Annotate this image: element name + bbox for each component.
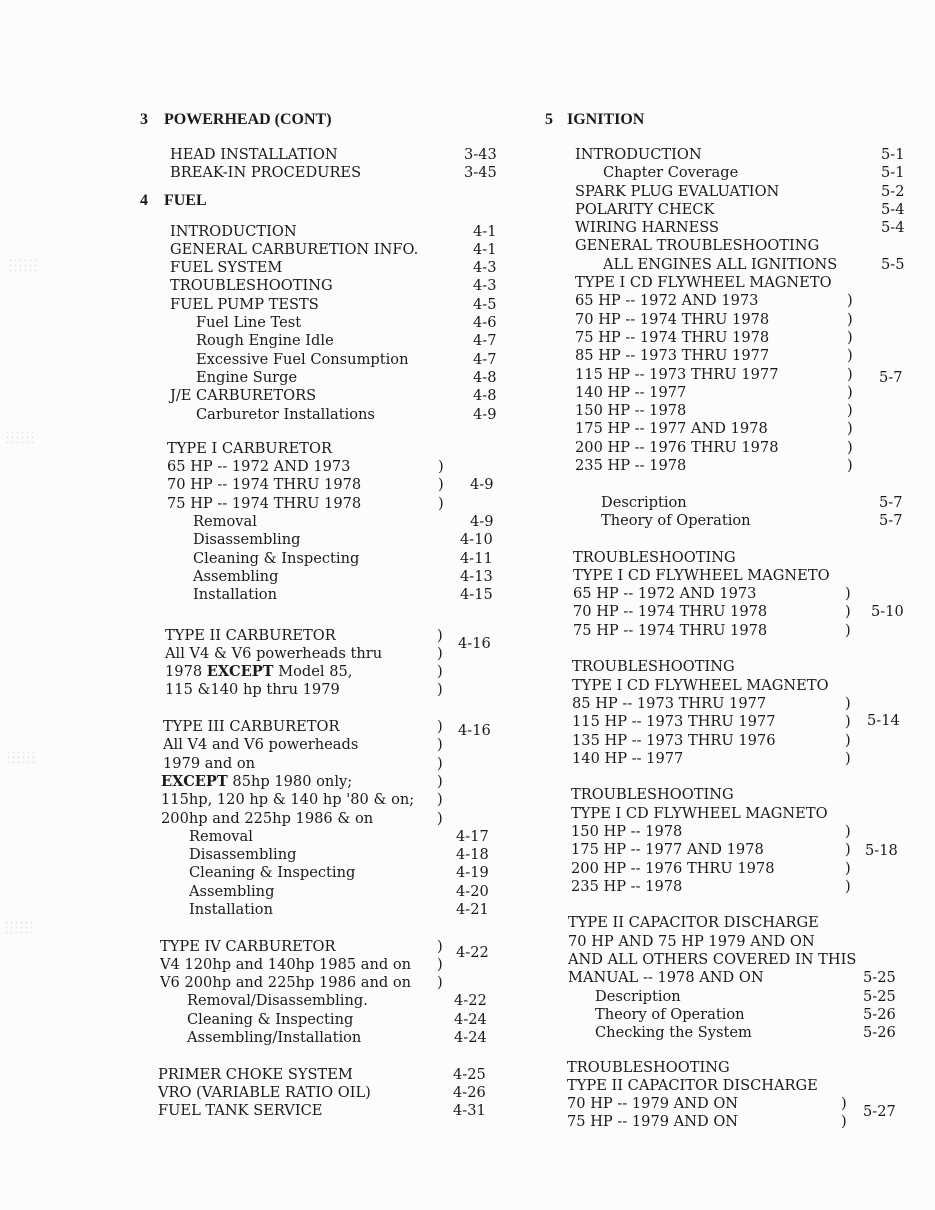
group-page: 4-16: [458, 634, 491, 652]
group-page: 5-10: [871, 603, 904, 621]
group-page: 5-14: [867, 712, 900, 730]
troubleshooting-group-3: TROUBLESHOOTING TYPE I CD FLYWHEEL MAGNETO 150 HP -- 1978 ) 175 HP -- 1977 AND 1978 ) 200 HP -- 1976 THRU 1978 ) 235 HP -- 1978 ) 5-18: [571, 786, 898, 895]
toc-subentry: Assembling 4-13: [193, 567, 493, 585]
model-line: 150 HP -- 1978: [571, 822, 683, 840]
toc-subentry: Theory of Operation 5-7: [601, 511, 903, 529]
toc-entry: GENERAL TROUBLESHOOTING: [575, 237, 820, 255]
model-line: 115 HP -- 1973 THRU 1977: [572, 713, 776, 731]
scan-noise: [4, 920, 34, 934]
toc-entry: TROUBLESHOOTING 4-3: [170, 277, 497, 295]
model-line: 85 HP -- 1973 THRU 1977: [575, 347, 770, 365]
toc-entry: FUEL SYSTEM 4-3: [170, 259, 497, 277]
model-line: 175 HP -- 1977 AND 1978: [575, 420, 768, 438]
troubleshooting-group-2: TROUBLESHOOTING TYPE I CD FLYWHEEL MAGNETO 85 HP -- 1973 THRU 1977 ) 115 HP -- 1973 THRU 1977 ) 135 HP -- 1973 THRU 1976 ) 140 HP -- 1977 ) 5-14: [572, 658, 900, 767]
model-line: 75 HP -- 1974 THRU 1978: [575, 328, 770, 346]
section-title: FUEL: [164, 191, 207, 209]
model-line: 85 HP -- 1973 THRU 1977: [572, 694, 767, 712]
section-number: 4: [140, 191, 148, 209]
toc-subentry: Disassembling 4-10: [193, 531, 493, 549]
model-line: 65 HP -- 1972 AND 1973: [573, 585, 757, 603]
type3-carburetor-group: TYPE III CARBURETOR ) All V4 and V6 powerheads ) 1979 and on ) EXCEPT 85hp 1980 only; ) 115hp, 120 hp & 140 hp '80 & on; ) 200hp and 225hp 1986 & on ) 4-16 Removal 4-17 Disassembling 4-18 Cleaning & Inspecting 4-19 Assembling 4-20 Installation 4-21: [140, 718, 520, 919]
toc-entry: WIRING HARNESS 5-4: [575, 219, 905, 237]
group-page: 5-18: [865, 842, 898, 860]
toc-subentry: Cleaning & Inspecting 4-11: [193, 549, 493, 567]
model-line: 75 HP -- 1979 AND ON: [567, 1113, 739, 1131]
model-line: 140 HP -- 1977: [572, 749, 684, 767]
section-number: 5: [545, 111, 553, 128]
section-number: 3: [140, 111, 148, 128]
toc-entry: FUEL PUMP TESTS 4-5: [170, 295, 497, 313]
group-heading: TYPE II CARBURETOR: [165, 626, 336, 644]
group-page: 4-9: [470, 476, 494, 494]
group-page: 5-27: [863, 1102, 896, 1120]
group-page: 4-22: [456, 943, 489, 961]
toc-subentry: Excessive Fuel Consumption 4-7: [196, 350, 497, 368]
group-heading: TROUBLESHOOTING: [573, 548, 736, 566]
toc-subentry: Carburetor Installations 4-9: [196, 405, 497, 423]
toc-entry: MANUAL -- 1978 AND ON 5-25: [568, 969, 896, 987]
type4-carburetor-group: TYPE IV CARBURETOR ) V4 120hp and 140hp 1985 and on ) V6 200hp and 225hp 1986 and on ) 4-22 Removal/Disassembling. 4-22 Cleaning & Inspecting 4-24 Assembling/Installation 4-24: [140, 938, 520, 1048]
toc-subentry: Cleaning & Inspecting 4-19: [189, 864, 489, 882]
toc-entry: PRIMER CHOKE SYSTEM 4-25: [158, 1065, 486, 1083]
model-line: 235 HP -- 1978: [571, 877, 683, 895]
group-page: 5-7: [879, 369, 903, 387]
scan-noise: [8, 258, 38, 272]
group-heading: TROUBLESHOOTING: [572, 658, 735, 676]
group-heading: TROUBLESHOOTING: [571, 786, 734, 804]
model-line: 70 HP -- 1974 THRU 1978: [573, 603, 768, 621]
toc-subentry: Installation 4-15: [193, 586, 493, 604]
group-heading: TROUBLESHOOTING: [567, 1058, 730, 1076]
toc-subentry: Cleaning & Inspecting 4-24: [187, 1010, 487, 1028]
section-title: POWERHEAD (CONT): [164, 111, 332, 128]
toc-subentry: Rough Engine Idle 4-7: [196, 332, 497, 350]
toc-subentry: Description 5-7: [601, 493, 903, 511]
group-heading: TYPE IV CARBURETOR: [160, 937, 336, 955]
toc-entry: INTRODUCTION 4-1: [170, 222, 497, 240]
type1-cd-magneto-group: TYPE I CD FLYWHEEL MAGNETO 65 HP -- 1972 AND 1973 ) 70 HP -- 1974 THRU 1978 ) 75 HP -- 1974 THRU 1978 ) 85 HP -- 1973 THRU 1977 ) 115 HP -- 1973 THRU 1977 ) 140 HP -- 1977 ) 150 HP -- 1978 ) 175 HP -- 1977 AND 1978 ) 200 HP -- 1976 THRU 1978 ) 235 HP -- 1978 ) 5-7 Description 5-7 Theory of Operation 5-7: [545, 274, 935, 530]
toc-subentry: Assembling 4-20: [189, 882, 489, 900]
model-line: 65 HP -- 1972 AND 1973: [167, 458, 351, 476]
toc-subentry: Theory of Operation 5-26: [595, 1005, 896, 1023]
section-5-heading: [545, 108, 935, 132]
model-line: 200 HP -- 1976 THRU 1978: [575, 438, 779, 456]
model-line: 75 HP -- 1974 THRU 1978: [573, 621, 768, 639]
model-line: 175 HP -- 1977 AND 1978: [571, 841, 764, 859]
toc-subentry: Assembling/Installation 4-24: [187, 1029, 487, 1047]
section-title: IGNITION: [567, 111, 645, 128]
group-heading: TYPE I CARBURETOR: [167, 439, 332, 457]
model-line: 140 HP -- 1977: [575, 383, 687, 401]
toc-entry: VRO (VARIABLE RATIO OIL) 4-26: [158, 1083, 486, 1101]
toc-entry: FUEL TANK SERVICE 4-31: [158, 1102, 486, 1120]
scan-noise: [5, 430, 35, 444]
toc-entry: SPARK PLUG EVALUATION 5-2: [575, 182, 905, 200]
model-line: 135 HP -- 1973 THRU 1976: [572, 731, 776, 749]
toc-subentry: Fuel Line Test 4-6: [196, 314, 497, 332]
model-line: 70 HP -- 1979 AND ON: [567, 1095, 739, 1113]
toc-entry: GENERAL CARBURETION INFO. 4-1: [170, 240, 497, 258]
toc-entry: HEAD INSTALLATION 3-43: [170, 146, 497, 163]
model-line: 150 HP -- 1978: [575, 402, 687, 420]
scan-noise: [6, 750, 36, 764]
toc-entry: INTRODUCTION 5-1: [575, 146, 905, 163]
section-3-heading: [140, 108, 520, 132]
toc-entry: POLARITY CHECK 5-4: [575, 200, 905, 218]
model-line: 70 HP -- 1974 THRU 1978: [575, 310, 770, 328]
toc-entry: J/E CARBURETORS 4-8: [170, 387, 497, 405]
model-line: 75 HP -- 1974 THRU 1978: [167, 494, 362, 512]
model-line: 235 HP -- 1978: [575, 457, 687, 475]
toc-subentry: Engine Surge 4-8: [196, 368, 497, 386]
left-column: [140, 108, 520, 1121]
model-line: 70 HP -- 1974 THRU 1978: [167, 476, 362, 494]
type2-capacitor-discharge-group: TYPE II CAPACITOR DISCHARGE 70 HP AND 75 HP 1979 AND ON AND ALL OTHERS COVERED IN THIS MANUAL -- 1978 AND ON 5-25 Description 5-25 Theory of Operation 5-26 Checking the System 5-26: [545, 914, 935, 1042]
group-heading: TYPE I CD FLYWHEEL MAGNETO: [575, 274, 832, 292]
model-line: 65 HP -- 1972 AND 1973: [575, 292, 759, 310]
toc-subentry: Description 5-25: [595, 987, 896, 1005]
type2-carburetor-group: TYPE II CARBURETOR ) All V4 & V6 powerheads thru ) 1978 EXCEPT Model 85, ) 115 &140 hp thru 1979 ) 4-16: [165, 626, 491, 699]
group-heading: TYPE II CAPACITOR DISCHARGE: [568, 914, 819, 932]
troubleshooting-group-4: TROUBLESHOOTING TYPE II CAPACITOR DISCHARGE 70 HP -- 1979 AND ON ) 75 HP -- 1979 AND ON ) 5-27: [567, 1058, 896, 1131]
right-column: [545, 108, 935, 1132]
toc-subentry: Removal 4-9: [193, 513, 494, 531]
troubleshooting-group-1: TROUBLESHOOTING TYPE I CD FLYWHEEL MAGNETO 65 HP -- 1972 AND 1973 ) 70 HP -- 1974 THRU 1978 ) 5-10 75 HP -- 1974 THRU 1978 ): [573, 548, 904, 639]
toc-subentry: Removal/Disassembling. 4-22: [187, 992, 487, 1010]
section-4-heading: [140, 189, 520, 213]
group-heading: TYPE III CARBURETOR: [163, 718, 340, 736]
group-page: 4-16: [458, 722, 491, 740]
type1-carburetor-group: TYPE I CARBURETOR 65 HP -- 1972 AND 1973 ) 70 HP -- 1974 THRU 1978 ) 4-9 75 HP -- 1974 THRU 1978 ) Removal 4-9 Disassembling 4-10 Cleaning & Inspecting 4-11 Assembling 4-13 Installation 4-15: [140, 440, 520, 605]
toc-subentry: ALL ENGINES ALL IGNITIONS 5-5: [603, 255, 905, 273]
model-line: 115 HP -- 1973 THRU 1977: [575, 365, 779, 383]
toc-subentry: Chapter Coverage 5-1: [603, 164, 905, 182]
toc-entry: BREAK-IN PROCEDURES 3-45: [170, 164, 497, 182]
toc-subentry: Removal 4-17: [189, 827, 489, 845]
toc-subentry: Installation 4-21: [189, 900, 489, 918]
toc-subentry: Checking the System 5-26: [595, 1024, 896, 1042]
model-line: 200 HP -- 1976 THRU 1978: [571, 859, 775, 877]
toc-subentry: Disassembling 4-18: [189, 846, 489, 864]
